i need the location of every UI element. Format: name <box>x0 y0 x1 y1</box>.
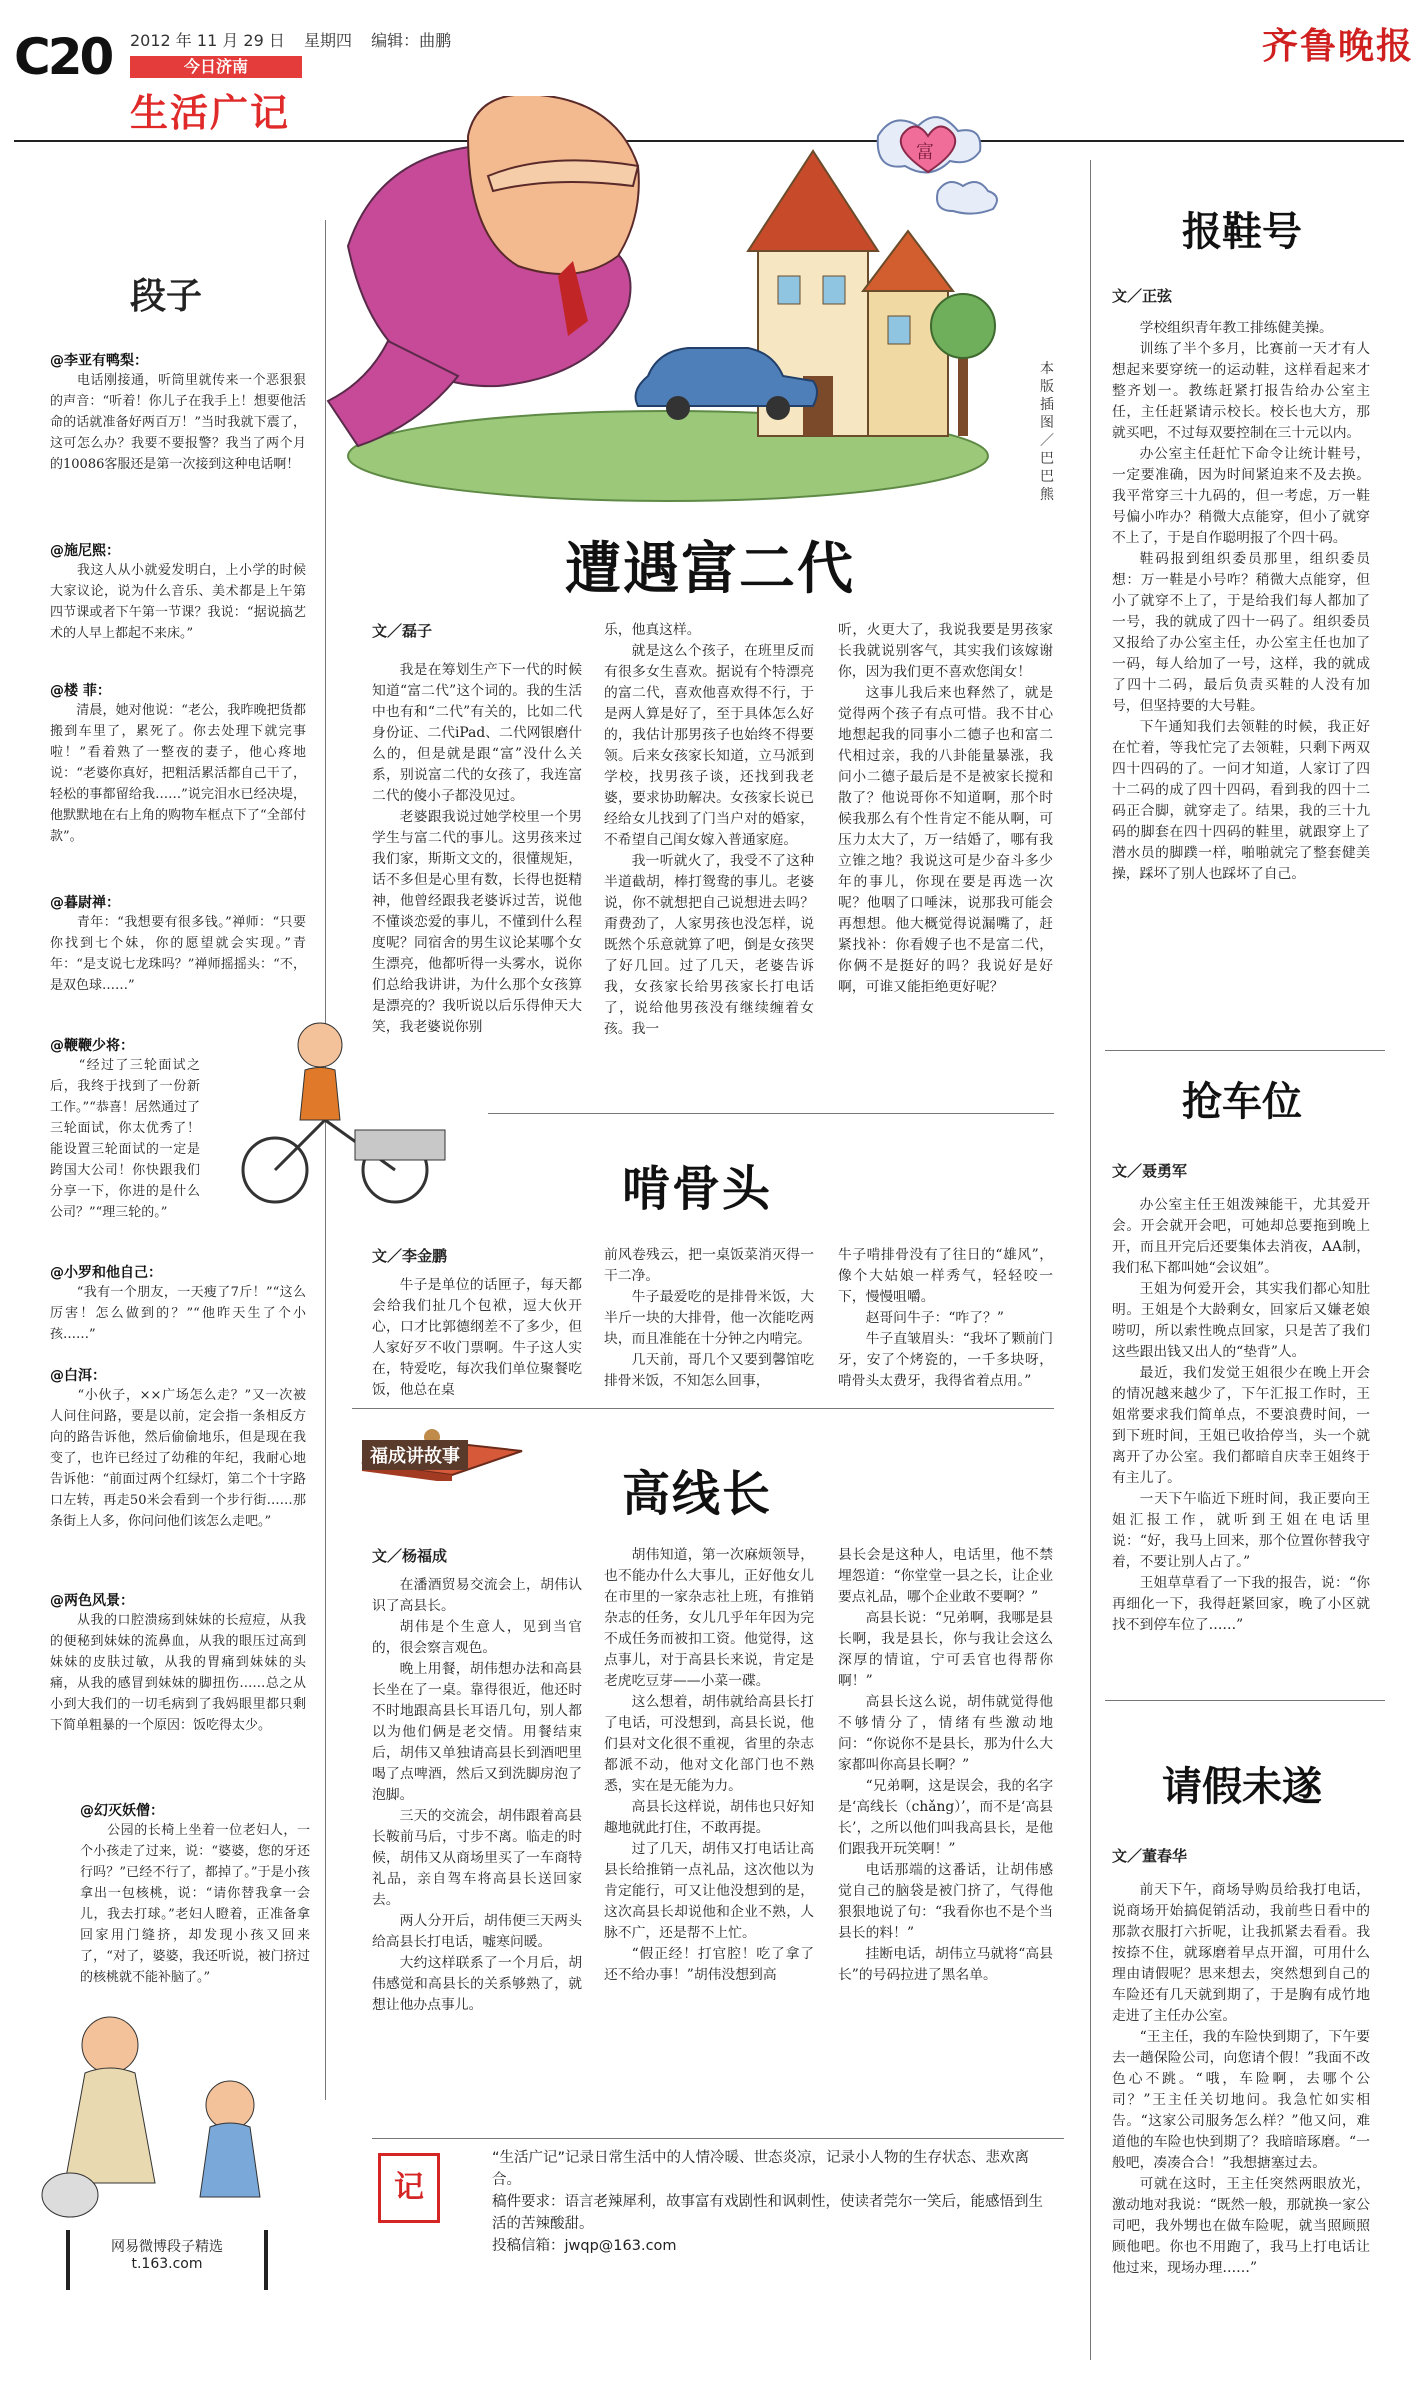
right-column-rule <box>1090 160 1091 2360</box>
section-name: 生活广记 <box>130 91 291 135</box>
paragraph: 前天下午，商场导购员给我打电话，说商场开始搞促销活动，我前些日看中的那款衣服打六折呢，让我抓紧去看看。我按捺不住，就琢磨着早点开溜，可用什么理由请假呢？思来想去，突然想到自己的车险还有几天就到期了，于是胸有成竹地走进了主任办公室。 <box>1112 1882 1370 2024</box>
paragraph: 一天下午临近下班时间，我正要向王姐汇报工作，就听到王姐在电话里说：“好，我马上回来，那个位置你替我守着，不要让别人占了。” <box>1112 1491 1370 1570</box>
old-lady-illustration <box>30 1995 300 2225</box>
joke-item <box>50 540 306 644</box>
paragraph: 赵哥问牛子：“咋了？” <box>865 1310 1004 1326</box>
shoes-article-title: 报鞋号 <box>1182 209 1302 255</box>
paragraph: 胡伟知道，第一次麻烦领导，也不能办什么大事儿，正好他女儿在市里的一家杂志社上班，有推销杂志的任务，女儿几乎年年因为完不成任务而被扣工资。他觉得，这点事儿，对于高县长来说，肯定是老虎吃豆芽——小菜一碟。 <box>604 1547 814 1689</box>
main-divider <box>488 1113 1054 1114</box>
paragraph: 晚上用餐，胡伟想办法和高县长坐在了一桌。靠得很近，他还时不时地跟高县长耳语几句，别人都以为他们俩是老交情。用餐结束后，胡伟又单独请高县长到酒吧里喝了点啤酒，然后又到洗脚房泡了泡脚。 <box>372 1661 582 1803</box>
paragraph: 鞋码报到组织委员那里，组织委员想：万一鞋是小号咋？稍微大点能穿，但小了就穿不上了，于是给我们每人都加了一号，我的就成了四十一码了。组织委员又报给了办公室主任，办公室主任也加了一码，每人给加了一号，这样，我的就成了四十二码，最后负责买鞋的人没有加号，但坚持要的大号鞋。 <box>1112 551 1370 714</box>
submission-rules: 稿件要求：语言老辣犀利，故事富有戏剧性和讽刺性，使读者莞尔一笑后，能感悟到生活的苦辣酸甜。 <box>492 2194 1043 2232</box>
paragraph: 最近，我们发觉王姐很少在晚上开会的情况越来越少了，下午汇报工作时，王姐常要求我们简单点，不要浪费时间，一到下班时间，王姐已收拾停当，头一个就离开了办公室。我们都暗自庆幸王姐终于有主儿了。 <box>1112 1365 1370 1486</box>
joke-handle: @李亚有鸭梨： <box>50 353 148 369</box>
story-col-1 <box>372 1575 582 2016</box>
joke-handle: @施尼熙： <box>50 543 120 559</box>
paragraph: 这事儿我后来也释然了，就是觉得两个孩子有点可惜。我不甘心地想起我的同事小二德子也和富二代相过亲，我的八卦能量暴涨，我问小二德子最后是不是被家长搅和散了？他说哥你不知道啊，那个时候我那么有个性肯定不能从啊，可压力太大了，万一结婚了，哪有我立锥之地？我说这可是少奋斗多少年的事儿，你现在要是再选一次呢？他咽了口唾沫，说那我可能会再想想。他大概觉得说漏嘴了，赶紧找补：你看嫂子也不是富二代，你俩不是挺好的吗？我说好是好啊，可谁又能拒绝更好呢？ <box>838 685 1053 995</box>
main-byline: 文／磊子 <box>372 622 433 640</box>
bone-article-title: 啃骨头 <box>622 1161 773 1217</box>
joke-text: “我有一个朋友，一天瘦了7斤！”“这么厉害！怎么做到的？”“他昨天生了个小孩……” <box>50 1285 306 1342</box>
issue-weekday: 星期四 <box>303 31 352 50</box>
paragraph: 我一听就火了，我受不了这种半道截胡，棒打鸳鸯的事儿。老婆说，你不就想把自己说想进去吗？甭费劲了，人家男孩也没怎样，说既然个乐意就算了吧，倒是女孩哭了好几回。过了几天，老婆告诉我，女孩家长给男孩家长打电话了，说给他男孩没有继续缠着女孩。我一 <box>604 853 814 1037</box>
paragraph: 下午通知我们去领鞋的时候，我正好在忙着，等我忙完了去领鞋，只剩下两双四十四码的了。一问才知道，人家订了四十二码的成了四十四码，看到我的四十二码正合脚，就穿走了。结果，我的三十九码的脚套在四十四码的鞋里，就跟穿上了潜水员的脚蹼一样，啪啪就完了整套健美操，踩坏了别人也踩坏了自己。 <box>1112 719 1370 882</box>
paragraph: “兄弟啊，这是误会，我的名字是‘高线长（chǎng）’，而不是‘高县长’，之所以他们叫我高县长，是他们跟我开玩笑啊！” <box>838 1778 1053 1857</box>
joke-item <box>50 892 306 996</box>
bone-col-1 <box>372 1275 582 1401</box>
joke-text: 电话刚接通，听筒里就传来一个恶狠狠的声音：“听着！你儿子在我手上！想要他活命的话就准备好两百万！”当时我就下震了，这可怎么办？我要不要报警？我当了两个月的10086客服还是第一次接到这种电话啊！ <box>50 373 306 472</box>
paragraph: 高县长这么说，胡伟就觉得他不够情分了，情绪有些激动地问：“你说你不是县长，那为什么大家都叫你高县长啊？” <box>838 1694 1053 1773</box>
paragraph: 牛子是单位的话匣子，每天都会给我们扯几个包袱，逗大伙开心，口才比郭德纲差不了多少，但人家好歹不收门票啊。牛子这人实在，特爱吃，每次我们单位聚餐吃饭，他总在桌 <box>372 1277 582 1398</box>
paragraph: 高县长说：“兄弟啊，我哪是县长啊，我是县长，你与我让会这么深厚的情谊，宁可丢官也得帮你啊！” <box>838 1610 1053 1689</box>
shoes-body <box>1112 318 1370 885</box>
svg-text:富: 富 <box>916 142 934 163</box>
joke-text: 公园的长椅上坐着一位老妇人，一个小孩走了过来，说：“婆婆，您的牙还行吗？”已经不行了，都掉了。”于是小孩拿出一包核桃，说：“请你替我拿一会儿，我去打球。”老妇人瞪着，正准备拿回家用门缝挤，却发现小孩又回来了，“对了，婆婆，我还听说，被门挤过的核桃就不能补脑了。” <box>80 1823 310 1985</box>
paragraph: 这么想着，胡伟就给高县长打了电话，可没想到，高县长说，他们县对文化很不重视，省里的杂志都派不动，他对文化部门也不熟悉，实在是无能为力。 <box>604 1694 814 1794</box>
joke-text: 我这人从小就爱发明白，上小学的时候大家议论，说为什么音乐、美术都是上午第四节课或者下午第一节课？我说：“据说搞艺术的人早上都起不来床。” <box>50 563 306 641</box>
joke-text: 清晨，她对他说：“老公，我昨晚把货都搬到车里了，累死了。你去处理下就完事啦！”看着熟了一整夜的妻子，他心疼地说：“老婆你真好，把粗活累活都自己干了，轻松的事都留给我……”说完泪水已经决堤，他默默地在右上角的购物车框点下了“全部付款”。 <box>50 703 306 844</box>
parking-body <box>1112 1195 1370 1636</box>
page-number: C20 <box>14 28 112 86</box>
bone-col-2 <box>604 1245 814 1392</box>
weibo-source-url[interactable]: t.163.com <box>131 2256 203 2272</box>
paragraph: 高县长这样说，胡伟也只好知趣地就此打住，不敢再提。 <box>604 1799 814 1836</box>
paragraph: 办公室主任赶忙下命令让统计鞋号，一定要准确，因为时间紧迫来不及去换。我平常穿三十九码的，但一考虑，万一鞋号偏小咋办？稍微大点能穿，但小了就穿不上了，于是自作聪明报了个四十码。 <box>1112 446 1370 546</box>
paragraph: 两人分开后，胡伟便三天两头给高县长打电话，嘘寒问暖。 <box>372 1913 582 1950</box>
joke-handle: @小罗和他自己： <box>50 1265 162 1281</box>
paragraph: 几天前，哥几个又要到馨馆吃排骨米饭，不知怎么回事， <box>604 1352 814 1389</box>
story-badge-label: 福成讲故事 <box>362 1440 468 1470</box>
joke-handle: @暮尉禅： <box>50 895 120 911</box>
joke-item <box>50 680 306 847</box>
main-col-2 <box>604 620 814 1040</box>
paragraph: 大约这样联系了一个月后，胡伟感觉和高县长的关系够熟了，就想让他办点事儿。 <box>372 1955 582 2013</box>
right-divider-2 <box>1105 1700 1385 1701</box>
leave-byline: 文／董春华 <box>1112 1847 1188 1865</box>
masthead-logo: 齐鲁晚报 <box>1262 25 1415 67</box>
main-col-3 <box>838 620 1053 998</box>
paragraph: 前风卷残云，把一桌饭菜消灭得一干二净。 <box>604 1247 814 1284</box>
parking-byline: 文／聂勇军 <box>1112 1162 1188 1180</box>
column-footer-text <box>492 2147 1052 2257</box>
paragraph: 挂断电话，胡伟立马就将“高县长”的号码拉进了黑名单。 <box>838 1946 1053 1983</box>
joke-handle: @鞭鞭少将： <box>50 1038 134 1054</box>
weibo-source-title: 网易微博段子精选 <box>111 2239 223 2255</box>
joke-text: 从我的口腔溃疡到妹妹的长痘痘，从我的便秘到妹妹的流鼻血，从我的眼压过高到妹妹的皮肤过敏，从我的胃痛到妹妹的头痛，从我的感冒到妹妹的脚扭伤……总之从小到大我们的一切毛病到了我妈眼里都只剩下简单粗暴的一个原因：饭吃得太少。 <box>50 1613 306 1733</box>
joke-handle: @楼 菲： <box>50 683 111 699</box>
paragraph: 可就在这时，王主任突然两眼放光，激动地对我说：“既然一般，那就换一家公司吧，我外甥也在做车险呢，就当照顾照顾他吧。你也不用跑了，我马上打电话让他过来，现场办理……” <box>1112 2176 1370 2276</box>
joke-handle: @两色风景： <box>50 1593 134 1609</box>
shoes-byline: 文／正弦 <box>1112 287 1173 305</box>
weibo-source-box <box>66 2230 268 2290</box>
joke-text: “经过了三轮面试之后，我终于找到了一份新工作。”“恭喜！居然通过了三轮面试，你太优秀了！能设置三轮面试的一定是跨国大公司！你快跟我们分享一下，你进的是什么公司？”“理三轮的。” <box>50 1058 200 1220</box>
paragraph: “假正经！打官腔！吃了拿了还不给办事！”胡伟没想到高 <box>604 1946 814 1983</box>
column-intro: “生活广记”记录日常生活中的人情冷暖、世态炎凉，记录小人物的生存状态、悲欢离合。 <box>492 2150 1030 2188</box>
paragraph: 王姐为何爱开会，其实我们都心知肚明。王姐是个大龄剩女，回家后又嫌老娘唠叨，所以索性晚点回家，只是苦了我们这些跟出钱又出人的“垫背”人。 <box>1112 1281 1370 1360</box>
joke-item <box>50 1590 306 1736</box>
submission-email[interactable]: 投稿信箱：jwqp@163.com <box>492 2238 677 2254</box>
story-col-3 <box>838 1545 1053 1986</box>
paragraph: 牛子啃排骨没有了往日的“雄风”，像个大姑娘一样秀气，轻轻咬一下，慢慢咀嚼。 <box>838 1247 1053 1305</box>
paragraph: 牛子直皱眉头：“我坏了颗前门牙，安了个烤瓷的，一千多块呀，啃骨头太费牙，我得省着点用。” <box>838 1331 1053 1389</box>
cyclist-illustration <box>215 1010 475 1210</box>
joke-item <box>80 1800 310 1988</box>
right-divider-1 <box>1105 1050 1385 1051</box>
paragraph: 训练了半个多月，比赛前一天才有人想起来要穿统一的运动鞋，这样看起来才整齐划一。教练赶紧打报告给办公室主任，主任赶紧请示校长。校长也大方，那就买吧，不过每双要控制在三十元以内。 <box>1112 341 1370 441</box>
paragraph: 过了几天，胡伟又打电话让高县长给推销一点礼品，这次他以为肯定能行，可又让他没想到的是，这次高县长却说他和企业不熟，人脉不广，还是帮不上忙。 <box>604 1841 814 1941</box>
paragraph: 我是在筹划生产下一代的时候知道“富二代”这个词的。我的生活中也有和“二代”有关的，比如二代身份证、二代iPad、二代网银磨什么的，但是就是跟“富”没什么关系，别说富二代的女孩了，我连富二代的傻小子都没见过。 <box>372 662 582 804</box>
joke-item <box>50 1262 306 1345</box>
joke-text: “小伙子，××广场怎么走？”又一次被人问住问路，要是以前，定会指一条相反方向的路告诉他，然后偷偷地乐，但是现在我变了，也许已经过了幼稚的年纪，我耐心地告诉他：“前面过两个红绿灯，第二个十字路口左转，再走50米会看到一个步行街……那条街上人多，你问问他们该怎么走吧。” <box>50 1388 306 1529</box>
bone-byline: 文／李金鹏 <box>372 1247 448 1265</box>
bone-col-3 <box>838 1245 1053 1392</box>
illustration-credit: 本版插图／巴巴熊 <box>1040 361 1054 503</box>
main-col-1 <box>372 660 582 1038</box>
leave-article-title: 请假未遂 <box>1162 1764 1322 1810</box>
joke-item <box>50 1365 306 1532</box>
story-article-title: 高线长 <box>622 1466 773 1522</box>
story-byline: 文／杨福成 <box>372 1547 448 1565</box>
joke-text: 青年：“我想要有很多钱。”禅师：“只要你找到七个妹，你的愿望就会实现。”青年：“是支说七龙珠吗？”禅师摇摇头：“不，是双色球……” <box>50 915 306 993</box>
paragraph: 学校组织青年教工排练健美操。 <box>1139 320 1333 336</box>
paragraph: 就是这么个孩子，在班里反而有很多女生喜欢。据说有个特漂亮的富二代，喜欢他喜欢得不行，于是两人算是好了，至于具体怎么好的，我估计那男孩子也始终不得要领。后来女孩家长知道，立马派到学校，找男孩子谈，还找到我老婆，要求协助解决。女孩家长说已经给女儿找到了门当户对的婚家，不希望自己闺女嫁入普通家庭。 <box>604 643 814 848</box>
issue-meta <box>130 28 465 51</box>
story-col-2 <box>604 1545 814 1986</box>
paragraph: 老婆跟我说过她学校里一个男学生与富二代的事儿。这男孩来过我们家，斯斯文文的，很懂规矩，话不多但是心里有数，长得也挺精神，他曾经跟我老婆诉过苦，说他不懂谈恋爱的事儿，不懂到什么程度呢？同宿舍的男生议论某哪个女生漂亮，他都听得一头雾水，说你们总给我讲讲，为什么那个女孩算是漂亮的？我听说以后乐得伸天大笑，我老婆说你别 <box>372 809 582 1035</box>
paragraph: 听，火更大了，我说我要是男孩家长我就说别客气，其实我们该嫁谢你，因为我们更不喜欢您闺女！ <box>838 622 1053 680</box>
issue-editor: 编辑：曲鹏 <box>371 31 452 50</box>
paragraph: “王主任，我的车险快到期了，下午要去一趟保险公司，向您请个假！”我面不改色心不跳。“哦，车险啊，去哪个公司？”王主任关切地问。我急忙如实相告。“这家公司服务怎么样？”他又问，难道他的车险也快到期了？我暗暗琢磨。“一般吧，凑凑合合！”我想搪塞过去。 <box>1112 2029 1370 2171</box>
main-illustration <box>318 96 1048 506</box>
joke-item <box>50 350 306 475</box>
paragraph: 乐，他真这样。 <box>604 622 701 638</box>
joke-handle: @幻灭妖僧： <box>80 1803 164 1819</box>
paragraph: 三天的交流会，胡伟跟着高县长鞍前马后，寸步不离。临走的时候，胡伟又从商场里买了一车商特礼品，亲自驾车将高县长送回家去。 <box>372 1808 582 1908</box>
parking-article-title: 抢车位 <box>1182 1079 1302 1125</box>
leave-body <box>1112 1880 1370 2279</box>
paragraph: 县长会是这种人，电话里，他不禁埋怨道：“你堂堂一县之长，让企业要点礼品，哪个企业敢不要啊？” <box>838 1547 1053 1605</box>
paragraph: 牛子最爱吃的是排骨米饭，大半斤一块的大排骨，他一次能吃两块，而且准能在十分钟之内啃完。 <box>604 1289 814 1347</box>
issue-date: 2012 年 11 月 29 日 <box>130 31 285 50</box>
paragraph: 办公室主任王姐泼辣能干，尤其爱开会。开会就开会吧，可她却总要拖到晚上开，而且开完后还要集体去消夜，AA制，我们私下都叫她“会议姐”。 <box>1112 1197 1370 1276</box>
left-column-title: 段子 <box>130 276 203 317</box>
bone-divider <box>352 1408 1054 1409</box>
paragraph: 电话那端的这番话，让胡伟感觉自己的脑袋是被门挤了，气得他狠狠地说了句：“我看你也不是个当县长的料！” <box>838 1862 1053 1941</box>
joke-item <box>50 1035 200 1223</box>
column-footer <box>372 2138 1064 2254</box>
paragraph: 王姐草草看了一下我的报告，说：“你再细化一下，我得赶紧回家，晚了小区就找不到停车位了……” <box>1112 1575 1370 1633</box>
paragraph: 在潘酒贸易交流会上，胡伟认识了高县长。 <box>372 1577 582 1614</box>
section-tag: 今日济南 <box>130 56 302 78</box>
paragraph: 胡伟是个生意人，见到当官的，很会察言观色。 <box>372 1619 582 1656</box>
column-logo: 记 <box>378 2153 440 2223</box>
joke-handle: @白洱： <box>50 1368 106 1384</box>
main-article-title: 遭遇富二代 <box>565 537 855 602</box>
